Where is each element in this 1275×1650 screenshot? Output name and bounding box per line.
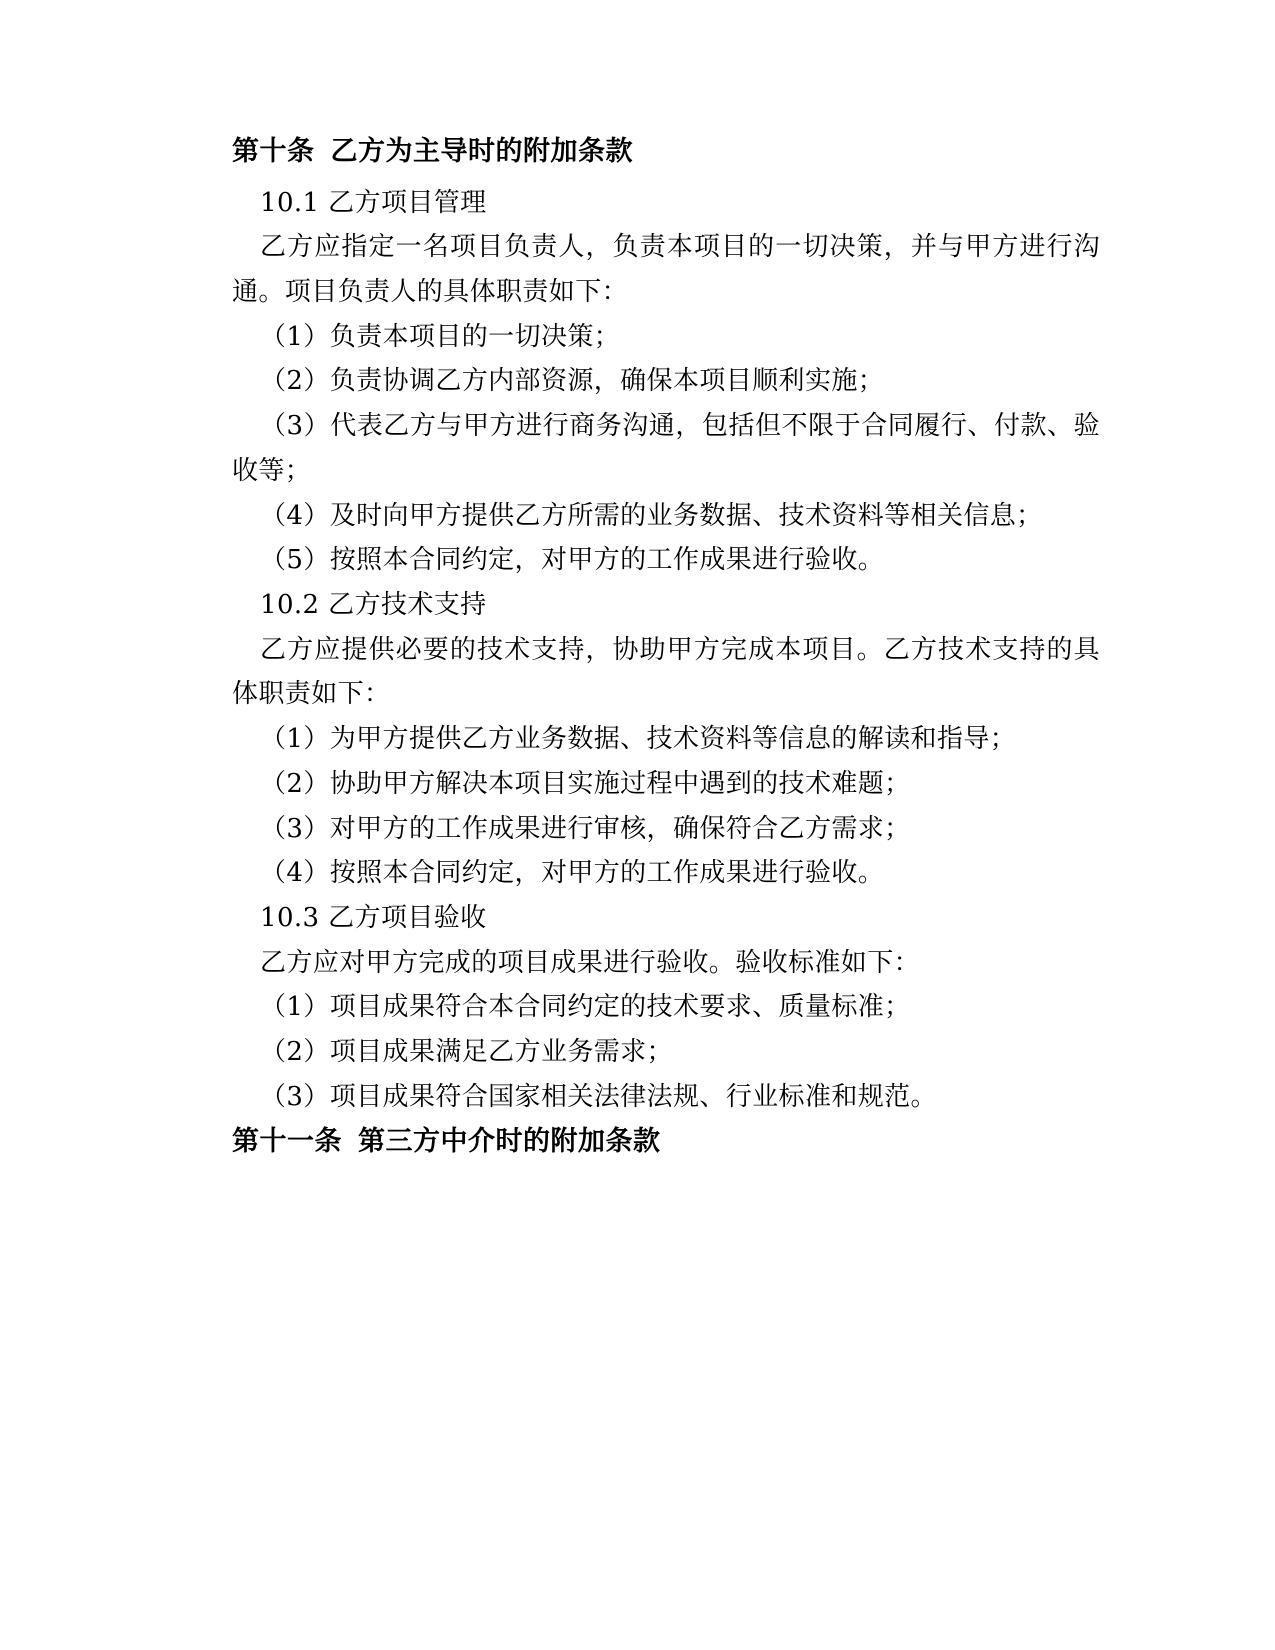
list-item-10-2-4: （4）按照本合同约定，对甲方的工作成果进行验收。 (260, 858, 885, 889)
section-heading-number: 第十条 (232, 136, 315, 167)
document-body (232, 130, 1100, 1164)
paragraph-10-1-intro: 乙方应指定一名项目负责人，负责本项目的一切决策，并与甲方进行沟通。项目负责人的具体职责如下： (232, 232, 1100, 307)
list-item-10-1-3: （3）代表乙方与甲方进行商务沟通，包括但不限于合同履行、付款、验收等； (232, 411, 1100, 486)
section-heading-number: 第十一条 (232, 1125, 342, 1157)
list-item-10-2-3: （3）对甲方的工作成果进行审核，确保符合乙方需求； (260, 813, 911, 844)
list-item-10-1-1: （1）负责本项目的一切决策； (260, 321, 621, 352)
list-item-10-3-1: （1）项目成果符合本合同约定的技术要求、质量标准； (260, 992, 911, 1023)
list-item-10-1-2: （2）负责协调乙方内部资源，确保本项目顺利实施； (260, 366, 885, 397)
paragraph-10-3-intro: 乙方应对甲方完成的项目成果进行验收。验收标准如下： (260, 947, 921, 978)
list-item-10-2-2: （2）协助甲方解决本项目实施过程中遇到的技术难题； (260, 768, 911, 799)
subheading-10-2: 10.2 乙方技术支持 (260, 590, 487, 621)
subheading-10-1: 10.1 乙方项目管理 (260, 187, 487, 218)
section-heading-title: 第三方中介时的附加条款 (358, 1125, 661, 1157)
list-item-10-1-5: （5）按照本合同约定，对甲方的工作成果进行验收。 (260, 545, 885, 576)
subheading-10-3: 10.3 乙方项目验收 (260, 903, 487, 934)
section-heading-article-10 (232, 130, 1100, 175)
list-item-10-3-2: （2）项目成果满足乙方业务需求； (260, 1037, 673, 1068)
list-item-10-1-4: （4）及时向甲方提供乙方所需的业务数据、技术资料等相关信息； (260, 500, 1043, 531)
list-item-10-3-3: （3）项目成果符合国家相关法律法规、行业标准和规范。 (260, 1081, 937, 1112)
list-item-10-2-1: （1）为甲方提供乙方业务数据、技术资料等信息的解读和指导； (260, 724, 1017, 755)
section-heading-title: 乙方为主导时的附加条款 (330, 136, 633, 167)
section-heading-article-11 (232, 1120, 1100, 1165)
paragraph-10-2-intro: 乙方应提供必要的技术支持，协助甲方完成本项目。乙方技术支持的具体职责如下： (232, 634, 1100, 710)
